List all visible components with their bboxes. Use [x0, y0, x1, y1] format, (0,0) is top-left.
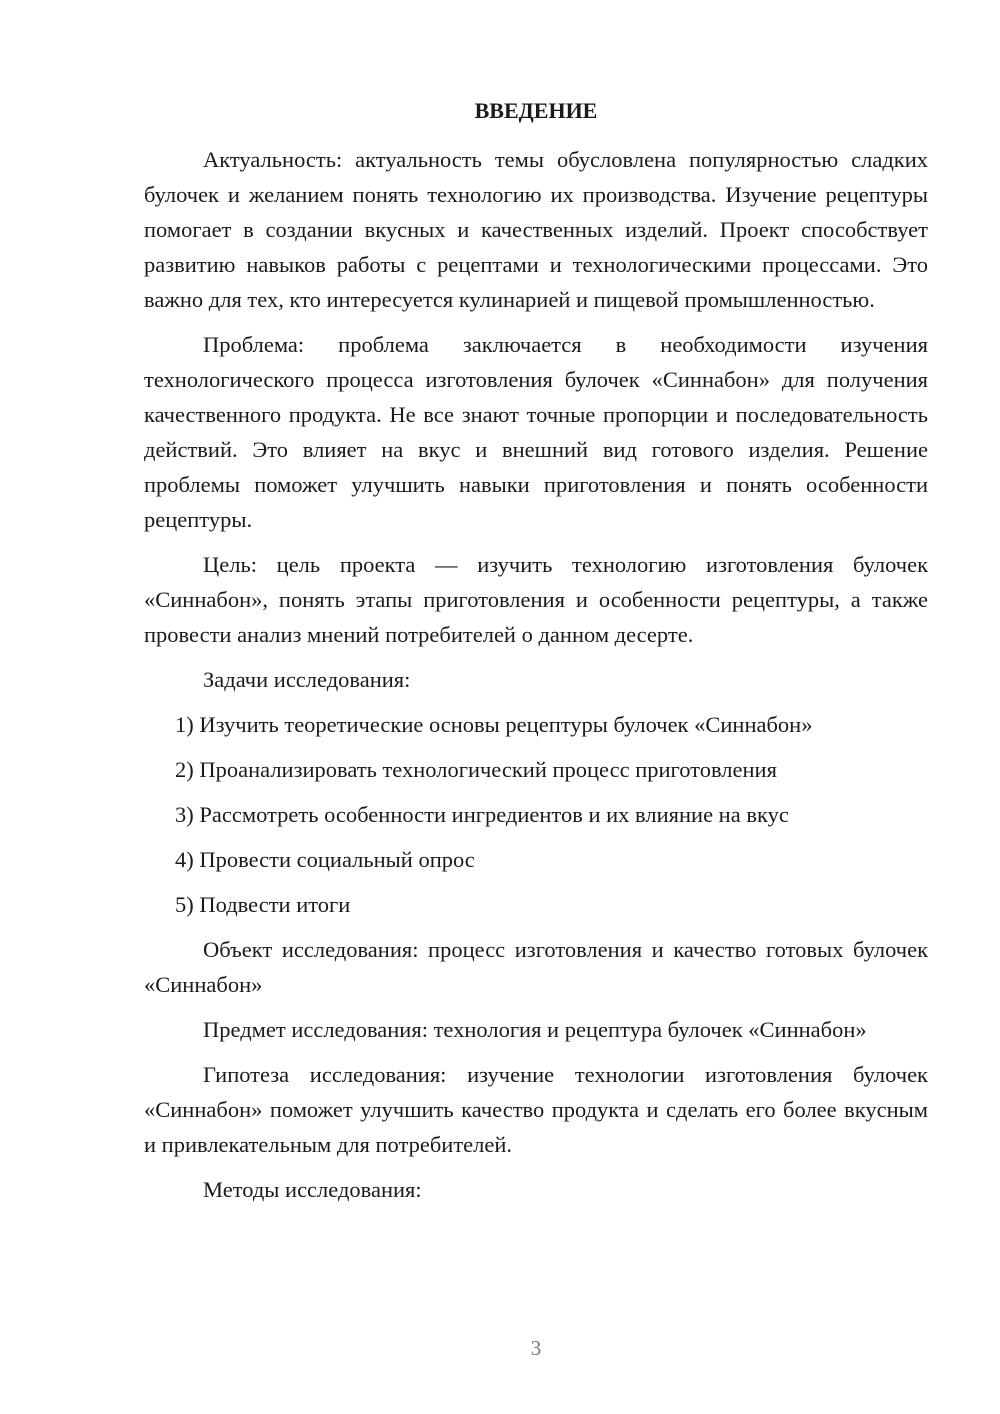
page-content: [144, 96, 928, 1217]
tasks-heading: Задачи исследования:: [203, 667, 411, 692]
task-item: 2) Проанализировать технологический процесс приготовления: [175, 757, 777, 782]
object-paragraph: Объект исследования: процесс изготовления и качество готовых булочек «Синнабон»: [144, 937, 928, 997]
task-item: 4) Провести социальный опрос: [175, 847, 475, 872]
subject-paragraph: Предмет исследования: технология и рецептура булочек «Синнабон»: [203, 1017, 867, 1042]
tasks-list: [144, 707, 928, 922]
task-item: 3) Рассмотреть особенности ингредиентов и их влияние на вкус: [175, 802, 789, 827]
hypothesis-paragraph: Гипотеза исследования: изучение технологии изготовления булочек «Синнабон» поможет улучшить качество продукта и сделать его более вкусным и привлекательным для потребителей.: [144, 1062, 928, 1157]
goal-paragraph: Цель: цель проекта — изучить технологию изготовления булочек «Синнабон», понять этапы приготовления и особенности рецептуры, а также провести анализ мнений потребителей о данном десерте.: [144, 552, 928, 647]
relevance-paragraph: Актуальность: актуальность темы обусловлена популярностью сладких булочек и желанием понять технологию их производства. Изучение рецептуры помогает в создании вкусных и качественных изделий. Проект способствует развитию навыков работы с рецептами и технологическими процессами. Это важно для тех, кто интересуется кулинарией и пищевой промышленностью.: [144, 147, 928, 312]
page-title: ВВЕДЕНИЕ: [474, 98, 598, 123]
problem-paragraph: Проблема: проблема заключается в необходимости изучения технологического процесса изготовления булочек «Синнабон» для получения качественного продукта. Не все знают точные пропорции и последовательность действий. Это влияет на вкус и внешний вид готового изделия. Решение проблемы поможет улучшить навыки приготовления и понять особенности рецептуры.: [144, 332, 928, 532]
page-number: 3: [530, 1336, 542, 1360]
task-item: 5) Подвести итоги: [175, 892, 351, 917]
task-item: 1) Изучить теоретические основы рецептуры булочек «Синнабон»: [175, 712, 813, 737]
methods-heading: Методы исследования:: [203, 1177, 422, 1202]
